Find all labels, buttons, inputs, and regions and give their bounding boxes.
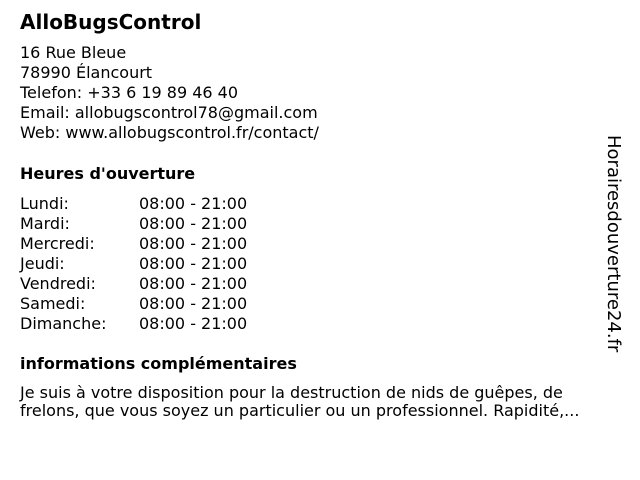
hours-row-wednesday <box>20 234 280 254</box>
hours-day: Vendredi: <box>20 274 96 293</box>
hours-time: 08:00 - 21:00 <box>139 274 248 293</box>
phone-line: Telefon: +33 6 19 89 46 40 <box>20 83 239 102</box>
hours-time: 08:00 - 21:00 <box>139 254 248 273</box>
email-line: Email: allobugscontrol78@gmail.com <box>20 103 318 122</box>
site-watermark: Horairesdouverture24.fr <box>603 135 624 353</box>
hours-day: Lundi: <box>20 194 69 213</box>
hours-row-thursday <box>20 254 280 274</box>
hours-day: Mercredi: <box>20 234 95 253</box>
hours-time: 08:00 - 21:00 <box>139 214 248 233</box>
address-city: 78990 Élancourt <box>20 63 153 82</box>
web-line: Web: www.allobugscontrol.fr/contact/ <box>20 123 319 142</box>
hours-day: Mardi: <box>20 214 70 233</box>
opening-hours-heading: Heures d'ouverture <box>20 164 196 183</box>
hours-time: 08:00 - 21:00 <box>139 314 248 333</box>
hours-row-sunday <box>20 314 280 334</box>
hours-time: 08:00 - 21:00 <box>139 234 248 253</box>
address-street: 16 Rue Bleue <box>20 43 127 62</box>
opening-hours-table <box>20 194 280 334</box>
hours-day: Dimanche: <box>20 314 107 333</box>
contact-block <box>20 43 319 143</box>
hours-row-tuesday <box>20 214 280 234</box>
business-name: AlloBugsControl <box>20 10 202 34</box>
hours-day: Jeudi: <box>20 254 65 273</box>
additional-info-heading: informations complémentaires <box>20 354 297 373</box>
hours-day: Samedi: <box>20 294 86 313</box>
additional-info-text: Je suis à votre disposition pour la destruction de nids de guêpes, de frelons, que vous soyez un particulier ou un professionnel. Rapidité,... <box>20 383 580 420</box>
hours-time: 08:00 - 21:00 <box>139 194 248 213</box>
hours-row-friday <box>20 274 280 294</box>
hours-row-monday <box>20 194 280 214</box>
hours-row-saturday <box>20 294 280 314</box>
hours-time: 08:00 - 21:00 <box>139 294 248 313</box>
